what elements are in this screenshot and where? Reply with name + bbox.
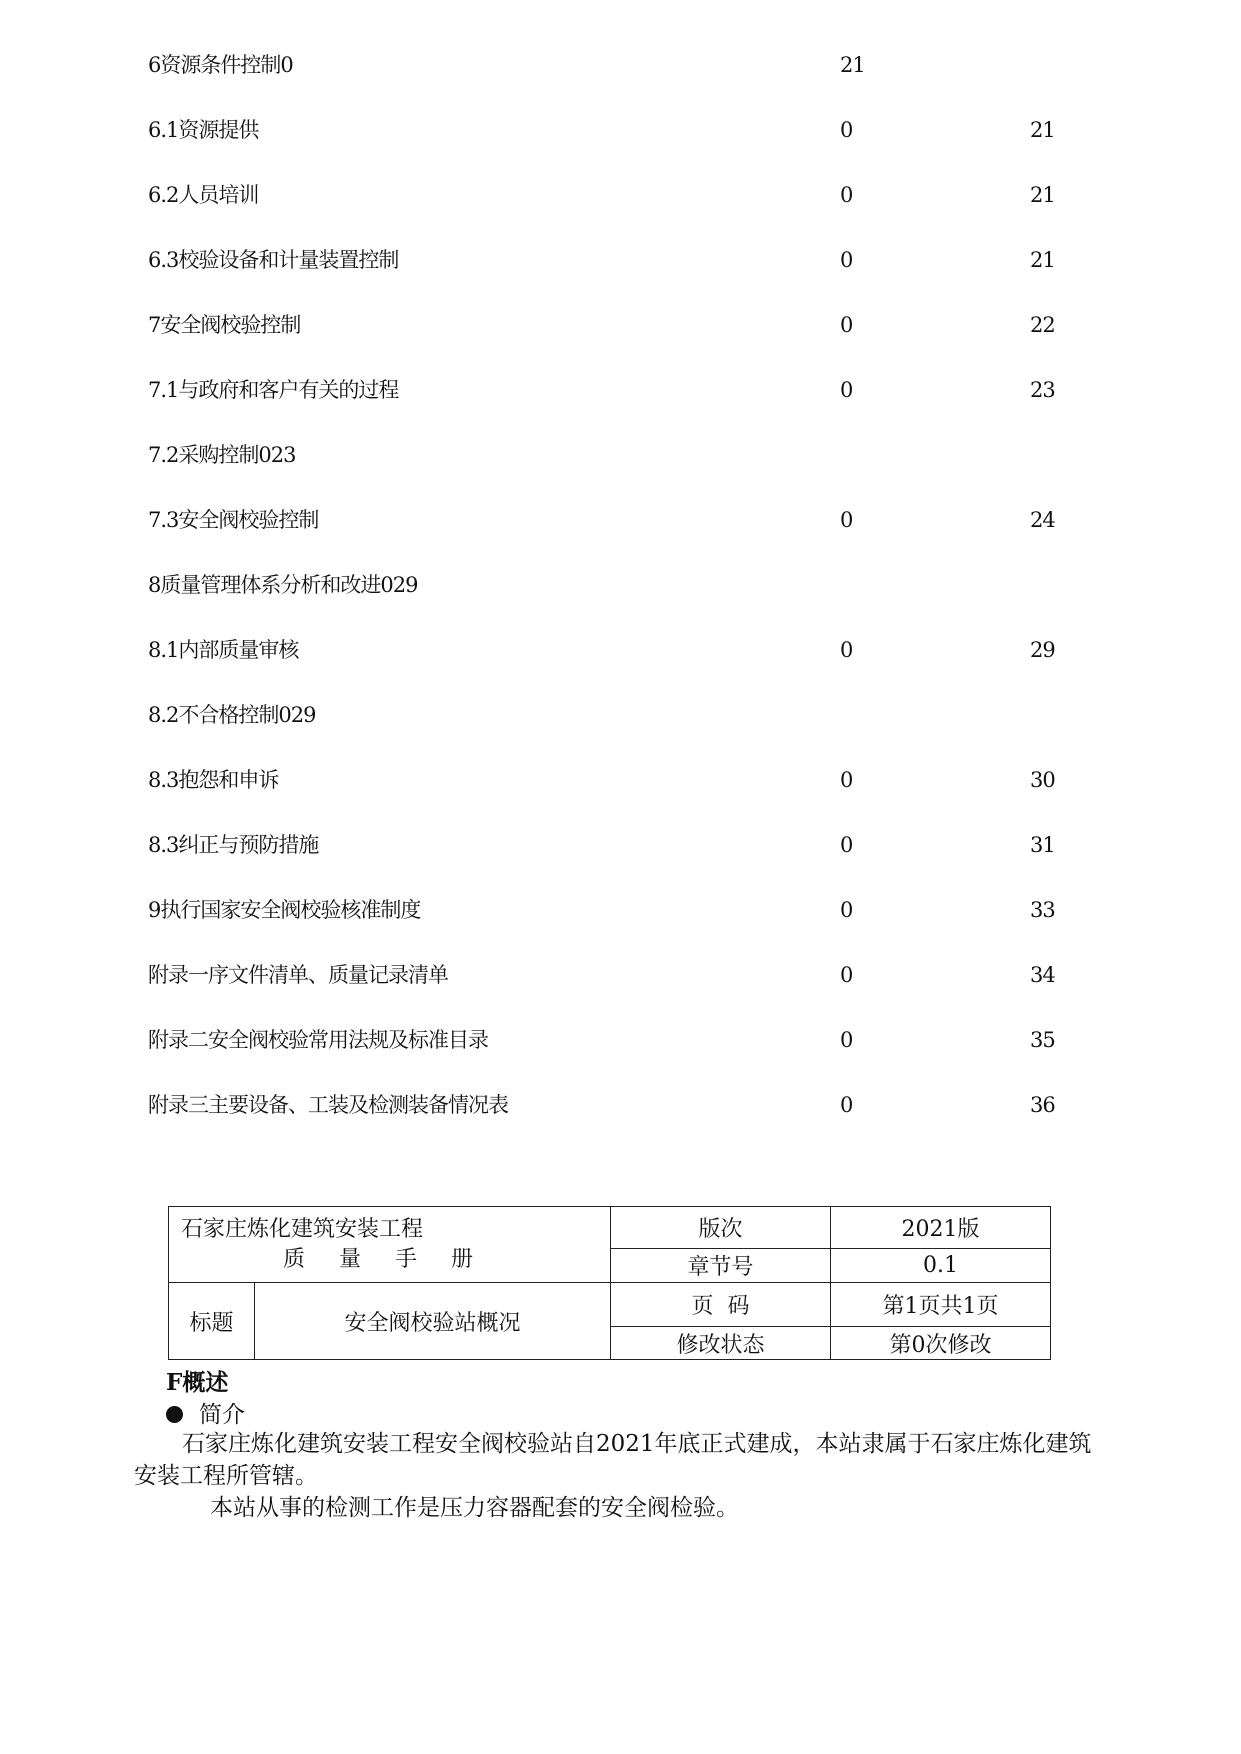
toc-entry-page: 33 [1030, 898, 1055, 922]
page-label: 页 码 [611, 1283, 831, 1327]
bullet-text: 简介 [199, 1402, 245, 1428]
toc-entry-page: 31 [1030, 833, 1055, 857]
toc-entry-page: 24 [1030, 508, 1055, 532]
toc-row [0, 565, 1241, 605]
company-name: 石家庄炼化建筑安装工程 [181, 1216, 424, 1242]
toc-entry-title: 6.1资源提供 [148, 118, 259, 142]
toc-entry-revision: 0 [840, 963, 853, 987]
toc-row [0, 760, 1241, 800]
toc-entry-title: 8.3抱怨和申诉 [148, 768, 279, 792]
chapter-value: 0.1 [831, 1249, 1051, 1283]
toc-entry-revision: 0 [840, 248, 853, 272]
toc-entry-page: 21 [840, 53, 865, 77]
toc-entry-title: 7.2采购控制023 [148, 443, 296, 467]
toc-entry-page: 36 [1030, 1093, 1055, 1117]
revision-value: 第0次修改 [831, 1327, 1051, 1360]
toc-entry-revision: 0 [840, 508, 853, 532]
toc-entry-page: 30 [1030, 768, 1055, 792]
company-cell [169, 1207, 611, 1283]
chapter-label: 章节号 [611, 1249, 831, 1283]
toc-entry-title: 6.3校验设备和计量装置控制 [148, 248, 399, 272]
title-value: 安全阀校验站概况 [255, 1283, 611, 1360]
toc-row [0, 500, 1241, 540]
toc-row [0, 1085, 1241, 1125]
toc-entry-page: 21 [1030, 248, 1055, 272]
toc-entry-page: 23 [1030, 378, 1055, 402]
toc-entry-title: 9执行国家安全阀校验核准制度 [148, 898, 421, 922]
toc-entry-revision: 0 [840, 638, 853, 662]
toc-entry-revision: 0 [840, 378, 853, 402]
toc-row [0, 370, 1241, 410]
toc-row [0, 1020, 1241, 1060]
toc-entry-title: 7.3安全阀校验控制 [148, 508, 319, 532]
toc-row [0, 955, 1241, 995]
toc-entry-title: 附录一序文件清单、质量记录清单 [148, 963, 448, 987]
toc-entry-revision: 0 [840, 183, 853, 207]
toc-entry-title: 8.3纠正与预防措施 [148, 833, 319, 857]
toc-entry-title: 8质量管理体系分析和改进029 [148, 573, 418, 597]
toc-entry-title: 6资源条件控制0 [148, 53, 293, 77]
toc-row [0, 695, 1241, 735]
toc-entry-title: 7.1与政府和客户有关的过程 [148, 378, 399, 402]
toc-entry-title: 6.2人员培训 [148, 183, 259, 207]
toc-entry-page: 22 [1030, 313, 1055, 337]
scope-paragraph: 本站从事的检测工作是压力容器配套的安全阀检验。 [210, 1495, 739, 1521]
intro-paragraph: 石家庄炼化建筑安装工程安全阀校验站自2021年底正式建成，本站隶属于石家庄炼化建筑安装工程所管辖。 [134, 1431, 1092, 1489]
toc-row [0, 630, 1241, 670]
toc-entry-title: 附录三主要设备、工装及检测装备情况表 [148, 1093, 508, 1117]
toc-row [0, 175, 1241, 215]
toc-entry-page: 21 [1030, 118, 1055, 142]
toc-row [0, 890, 1241, 930]
toc-entry-revision: 0 [840, 313, 853, 337]
toc-entry-title: 附录二安全阀校验常用法规及标准目录 [148, 1028, 488, 1052]
toc-entry-page: 21 [1030, 183, 1055, 207]
section-heading: F概述 [166, 1369, 229, 1396]
document-header-table [168, 1206, 1051, 1360]
bullet-item [166, 1396, 245, 1429]
toc-entry-title: 8.1内部质量审核 [148, 638, 299, 662]
page-value: 第1页共1页 [831, 1283, 1051, 1327]
toc-entry-revision: 0 [840, 1093, 853, 1117]
toc-row [0, 305, 1241, 345]
edition-label: 版次 [611, 1207, 831, 1249]
manual-name: 质量手册 [283, 1246, 508, 1272]
toc-entry-revision: 0 [840, 118, 853, 142]
toc-entry-revision: 0 [840, 833, 853, 857]
toc-row [0, 110, 1241, 150]
toc-entry-revision: 0 [840, 898, 853, 922]
toc-row [0, 240, 1241, 280]
toc-entry-revision: 0 [840, 1028, 853, 1052]
toc-entry-title: 8.2不合格控制029 [148, 703, 316, 727]
toc-entry-page: 34 [1030, 963, 1055, 987]
toc-entry-page: 35 [1030, 1028, 1055, 1052]
bullet-dot-icon [166, 1406, 183, 1423]
toc-row [0, 825, 1241, 865]
toc-entry-title: 7安全阀校验控制 [148, 313, 301, 337]
revision-label: 修改状态 [611, 1327, 831, 1360]
toc-entry-revision: 0 [840, 768, 853, 792]
toc-entry-page: 29 [1030, 638, 1055, 662]
title-label: 标题 [169, 1283, 255, 1360]
edition-value: 2021版 [831, 1207, 1051, 1249]
toc-row [0, 45, 1241, 85]
toc-row [0, 435, 1241, 475]
